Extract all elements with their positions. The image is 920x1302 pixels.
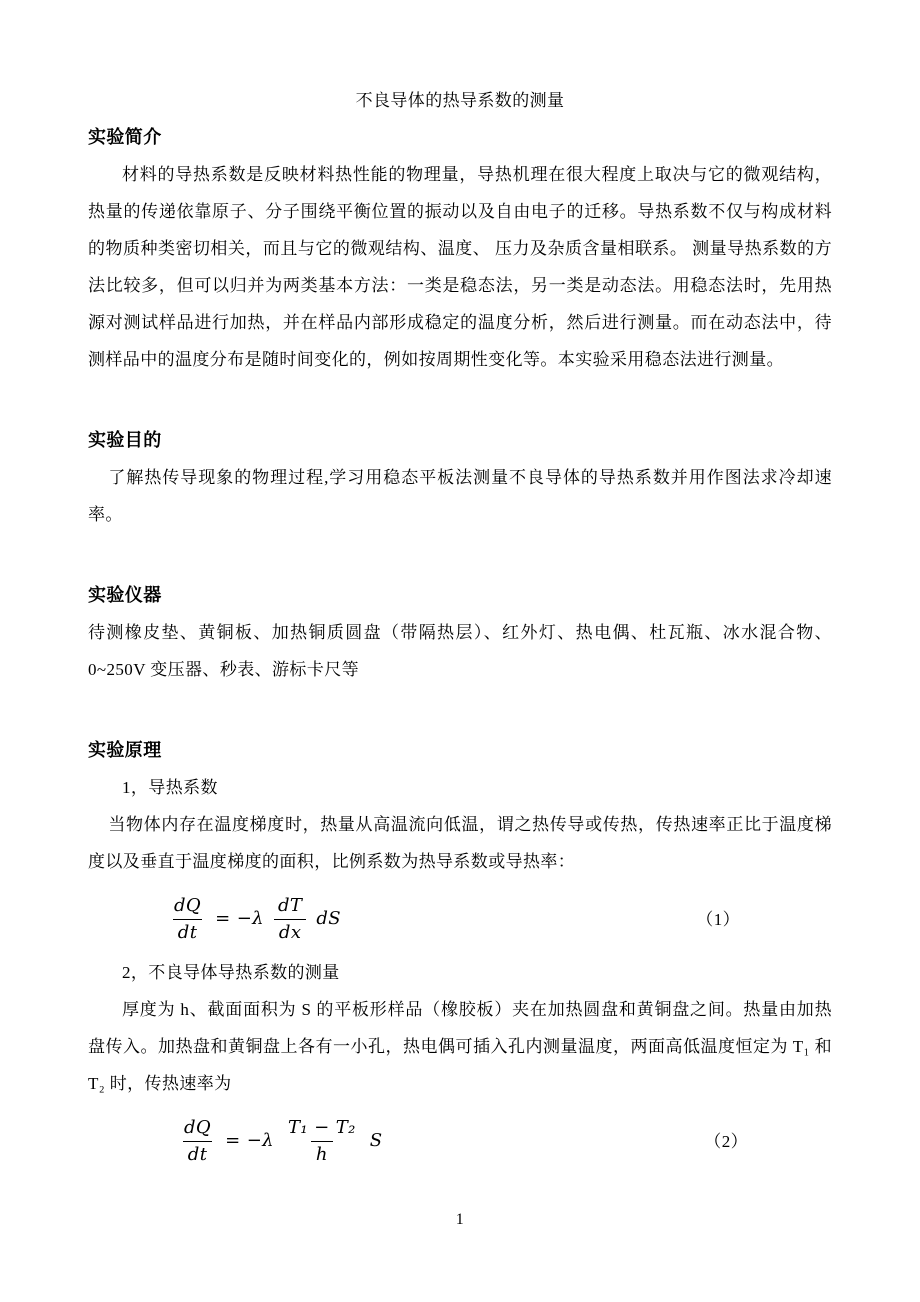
formula-1-equals-lambda: = −λ	[215, 908, 264, 930]
formula-2-rhs-fraction	[283, 1117, 361, 1165]
apparatus-paragraph: 待测橡皮垫、黄铜板、加热铜质圆盘（带隔热层）、红外灯、热电偶、杜瓦瓶、冰水混合物、0~250V 变压器、秒表、游标卡尺等	[88, 623, 832, 679]
principle-item1-title: 1，导热系数	[122, 778, 218, 797]
document-title: 不良导体的热导系数的测量	[355, 91, 565, 110]
fraction-denominator: dt	[173, 919, 203, 944]
formula-1-rhs-fraction	[273, 895, 307, 943]
formula-2	[88, 1112, 832, 1170]
formula-2-expression	[174, 1117, 383, 1165]
formula-1-lhs-fraction	[169, 895, 206, 943]
principle-item1-paragraph: 当物体内存在温度梯度时，热量从高温流向低温，谓之热传导或传热，传热速率正比于温度梯度以及垂直于温度梯度的面积，比例系数为热导系数或导热率：	[88, 815, 832, 871]
fraction-numerator: dQ	[174, 894, 202, 916]
formula-1-tail: dS	[316, 908, 341, 930]
page-number: 1	[455, 1211, 465, 1228]
formula-2-number: （2）	[704, 1131, 748, 1151]
formula-2-equals-lambda: = −λ	[225, 1130, 274, 1152]
section-heading-purpose: 实验目的	[88, 430, 162, 450]
fraction-numerator: dT	[278, 894, 303, 916]
principle-item2-title: 2，不良导体导热系数的测量	[122, 963, 340, 982]
fraction-denominator: dt	[183, 1141, 213, 1166]
principle-item2-paragraph: 厚度为 h、截面面积为 S 的平板形样品（橡胶板）夹在加热圆盘和黄铜盘之间。热量由加热盘传入。加热盘和黄铜盘上各有一小孔，热电偶可插入孔内测量温度，两面高低温度恒定为 T₁ 和 T₂ 时，传热速率为	[88, 1000, 832, 1093]
fraction-numerator: dQ	[184, 1116, 212, 1138]
formula-2-tail: S	[369, 1130, 383, 1152]
fraction-denominator: dx	[274, 919, 306, 944]
formula-1	[88, 890, 832, 948]
formula-1-number: （1）	[696, 909, 740, 929]
formula-1-expression	[164, 895, 341, 943]
section-heading-principle: 实验原理	[88, 740, 162, 760]
intro-paragraph: 材料的导热系数是反映材料热性能的物理量，导热机理在很大程度上取决与它的微观结构，热量的传递依靠原子、分子围绕平衡位置的振动以及自由电子的迁移。导热系数不仅与构成材料的物质种类密切相关，而且与它的微观结构、温度、 压力及杂质含量相联系。 测量导热系数的方法比较多，但可以归并为两类基本方法：一类是稳态法，另一类是动态法。用稳态法时，先用热源对测试样品进行加热，并在样品内部形成稳定的温度分析，然后进行测量。而在动态法中，待测样品中的温度分布是随时间变化的，例如按周期性变化等。本实验采用稳态法进行测量。	[88, 165, 832, 369]
section-heading-apparatus: 实验仪器	[88, 585, 162, 605]
fraction-denominator: h	[311, 1141, 333, 1166]
formula-2-lhs-fraction	[179, 1117, 216, 1165]
section-heading-intro: 实验简介	[88, 127, 162, 147]
fraction-numerator: T₁ − T₂	[288, 1116, 356, 1138]
purpose-paragraph: 了解热传导现象的物理过程,学习用稳态平板法测量不良导体的导热系数并用作图法求冷却速率。	[88, 468, 832, 524]
